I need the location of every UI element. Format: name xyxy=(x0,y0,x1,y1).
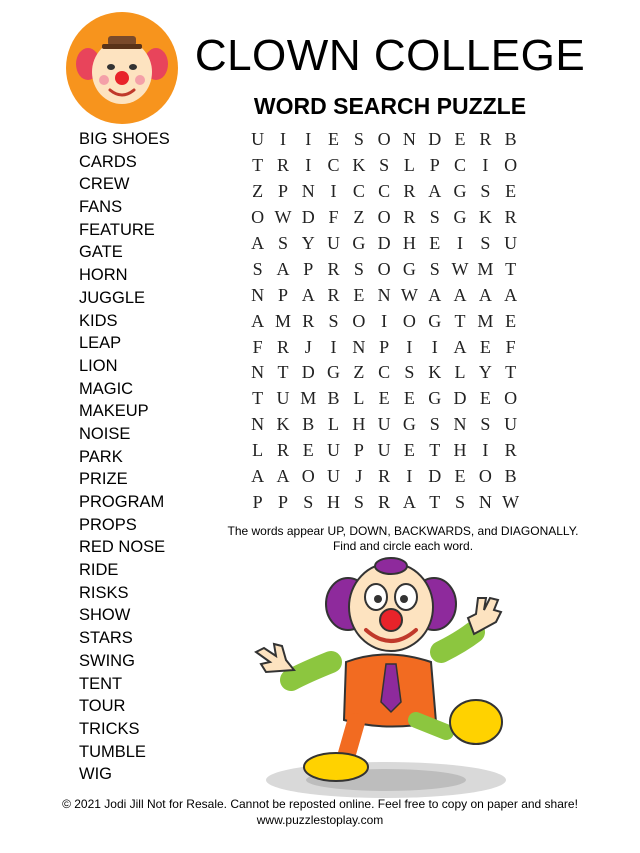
grid-cell[interactable]: R xyxy=(504,440,517,461)
word-list-item: TUMBLE xyxy=(79,742,146,761)
grid-cell[interactable]: N xyxy=(352,336,366,357)
grid-cell[interactable]: A xyxy=(478,284,492,305)
grid-cell[interactable]: C xyxy=(378,181,391,202)
grid-cell[interactable]: T xyxy=(429,440,441,461)
grid-cell[interactable]: R xyxy=(403,181,416,202)
grid-cell[interactable]: T xyxy=(277,362,289,383)
grid-cell[interactable]: K xyxy=(428,362,442,383)
grid-cell[interactable]: S xyxy=(429,207,440,228)
grid-cell[interactable]: J xyxy=(355,466,363,487)
grid-cell[interactable]: A xyxy=(402,491,416,512)
grid-cell[interactable]: I xyxy=(305,155,312,176)
website-url[interactable]: www.puzzlestoplay.com xyxy=(256,813,384,827)
grid-cell[interactable]: E xyxy=(378,388,390,409)
grid-cell[interactable]: T xyxy=(429,491,441,512)
grid-row xyxy=(245,489,523,515)
grid-row xyxy=(245,360,523,386)
grid-cell[interactable]: Y xyxy=(478,362,492,383)
grid-cell[interactable]: D xyxy=(301,207,315,228)
grid-cell[interactable]: G xyxy=(428,310,442,331)
grid-cell[interactable]: S xyxy=(404,362,415,383)
grid-cell[interactable]: O xyxy=(504,155,518,176)
grid-cell[interactable]: M xyxy=(274,310,291,331)
grid-cell[interactable]: H xyxy=(327,491,341,512)
grid-cell[interactable]: L xyxy=(454,362,466,383)
grid-cell[interactable]: O xyxy=(251,207,265,228)
grid-cell[interactable]: W xyxy=(502,491,520,512)
grid-cell[interactable]: O xyxy=(402,310,416,331)
grid-cell[interactable]: B xyxy=(504,129,517,150)
grid-cell[interactable]: W xyxy=(400,284,418,305)
grid-cell[interactable]: K xyxy=(352,155,366,176)
grid-cell[interactable]: E xyxy=(479,336,491,357)
grid-cell[interactable]: C xyxy=(352,181,365,202)
grid-cell[interactable]: Z xyxy=(252,181,264,202)
word-list-item: STARS xyxy=(79,629,133,648)
grid-cell[interactable]: R xyxy=(403,207,416,228)
grid-cell[interactable]: S xyxy=(353,258,364,279)
grid-cell[interactable]: E xyxy=(403,388,415,409)
grid-cell[interactable]: L xyxy=(252,440,264,461)
grid-cell[interactable]: S xyxy=(429,414,440,435)
grid-cell[interactable]: R xyxy=(504,207,517,228)
grid-row xyxy=(245,231,523,257)
word-list-item: PROPS xyxy=(79,515,137,534)
grid-cell[interactable]: S xyxy=(328,310,339,331)
grid-cell[interactable]: L xyxy=(403,155,415,176)
grid-cell[interactable]: G xyxy=(453,181,467,202)
word-list-item: CREW xyxy=(79,175,130,194)
grid-cell[interactable]: D xyxy=(428,129,442,150)
grid-cell[interactable]: P xyxy=(277,284,288,305)
grid-cell[interactable]: D xyxy=(377,233,391,253)
word-list-item: FANS xyxy=(79,198,123,217)
word-list-item: SHOW xyxy=(79,606,131,625)
grid-cell[interactable]: B xyxy=(327,388,340,409)
grid-cell[interactable]: G xyxy=(402,414,416,435)
grid-cell[interactable]: A xyxy=(428,284,442,305)
grid-cell[interactable]: O xyxy=(352,310,366,331)
grid-cell[interactable]: E xyxy=(479,388,491,409)
grid-cell[interactable]: S xyxy=(379,155,390,176)
grid-cell[interactable]: O xyxy=(377,258,391,279)
grid-cell[interactable]: O xyxy=(504,388,518,409)
grid-cell[interactable]: I xyxy=(482,155,489,176)
letter-grid xyxy=(245,127,523,515)
grid-cell[interactable]: P xyxy=(303,258,314,279)
grid-cell[interactable]: A xyxy=(276,466,290,487)
grid-cell[interactable]: T xyxy=(252,388,264,409)
grid-cell[interactable]: R xyxy=(276,440,289,461)
grid-cell[interactable]: U xyxy=(327,466,341,487)
grid-cell[interactable]: D xyxy=(301,362,315,383)
grid-row xyxy=(245,464,523,490)
dancing-clown-illustration xyxy=(236,552,536,802)
grid-cell[interactable]: K xyxy=(276,414,290,435)
grid-cell[interactable]: A xyxy=(301,284,315,305)
grid-cell[interactable]: O xyxy=(478,466,492,487)
word-list-item: MAGIC xyxy=(79,379,134,398)
word-list-item: TOUR xyxy=(79,697,126,716)
grid-cell[interactable]: S xyxy=(429,258,440,279)
grid-row xyxy=(245,205,523,231)
word-list-item: LEAP xyxy=(79,334,122,353)
grid-row xyxy=(245,334,523,360)
grid-row xyxy=(245,282,523,308)
grid-cell[interactable]: H xyxy=(402,233,416,253)
word-list-item: RISKS xyxy=(79,583,129,602)
grid-cell[interactable]: C xyxy=(327,155,340,176)
grid-cell[interactable]: N xyxy=(478,491,492,512)
grid-cell[interactable]: G xyxy=(327,362,341,383)
grid-cell[interactable]: R xyxy=(276,155,289,176)
grid-cell[interactable]: J xyxy=(304,336,312,357)
grid-cell[interactable]: W xyxy=(274,207,292,228)
word-list-item: KIDS xyxy=(79,311,118,330)
grid-cell[interactable]: A xyxy=(453,284,467,305)
grid-cell[interactable]: N xyxy=(251,284,265,305)
grid-cell[interactable]: G xyxy=(352,233,366,253)
word-list-item: HORN xyxy=(79,266,128,285)
grid-cell[interactable]: I xyxy=(330,336,337,357)
grid-cell[interactable]: O xyxy=(301,466,315,487)
grid-cell[interactable]: F xyxy=(252,336,263,357)
word-list-item: GATE xyxy=(79,243,123,262)
grid-cell[interactable]: U xyxy=(504,233,518,253)
grid-cell[interactable]: I xyxy=(457,233,464,253)
word-list-item: BIG SHOES xyxy=(79,130,170,148)
grid-cell[interactable]: T xyxy=(505,362,517,383)
grid-cell[interactable]: C xyxy=(378,362,391,383)
grid-cell[interactable]: E xyxy=(403,440,415,461)
grid-cell[interactable]: S xyxy=(353,491,364,512)
grid-row xyxy=(245,386,523,412)
grid-cell[interactable]: C xyxy=(454,155,467,176)
grid-cell[interactable]: M xyxy=(300,388,317,409)
grid-cell[interactable]: M xyxy=(477,310,494,331)
grid-cell[interactable]: R xyxy=(327,284,340,305)
grid-cell[interactable]: S xyxy=(277,233,288,253)
grid-cell[interactable]: H xyxy=(453,440,467,461)
grid-cell[interactable]: B xyxy=(302,414,315,435)
grid-cell[interactable]: A xyxy=(251,466,265,487)
word-list-item: NOISE xyxy=(79,424,131,443)
grid-cell[interactable]: E xyxy=(302,440,314,461)
grid-cell[interactable]: I xyxy=(431,336,438,357)
grid-cell[interactable]: P xyxy=(429,155,440,176)
grid-cell[interactable]: N xyxy=(251,362,265,383)
grid-row xyxy=(245,127,523,153)
grid-cell[interactable]: I xyxy=(482,440,489,461)
word-list-item: LION xyxy=(79,356,118,375)
grid-row xyxy=(245,153,523,179)
grid-cell[interactable]: I xyxy=(330,181,337,202)
grid-cell[interactable]: R xyxy=(327,258,340,279)
grid-row xyxy=(245,412,523,438)
grid-cell[interactable]: G xyxy=(402,258,416,279)
word-list-item: JUGGLE xyxy=(79,288,146,307)
grid-cell[interactable]: P xyxy=(277,491,288,512)
grid-cell[interactable]: M xyxy=(477,258,494,279)
grid-cell[interactable]: R xyxy=(479,129,492,150)
grid-cell[interactable]: L xyxy=(328,414,340,435)
grid-cell[interactable]: D xyxy=(428,466,442,487)
word-list-item: CARDS xyxy=(79,152,137,171)
grid-cell[interactable]: I xyxy=(406,336,413,357)
grid-cell[interactable]: U xyxy=(377,414,391,435)
grid-cell[interactable]: I xyxy=(406,466,413,487)
word-list-item: PRIZE xyxy=(79,470,128,489)
grid-cell[interactable]: E xyxy=(505,181,517,202)
grid-cell[interactable]: I xyxy=(279,129,286,150)
grid-cell[interactable]: N xyxy=(377,284,391,305)
grid-cell[interactable]: N xyxy=(402,129,416,150)
word-list-item: PROGRAM xyxy=(79,493,165,511)
instructions-line-2: Find and circle each word. xyxy=(332,539,474,553)
grid-cell[interactable]: R xyxy=(378,466,391,487)
grid-row xyxy=(245,256,523,282)
grid-cell[interactable]: P xyxy=(277,181,288,202)
grid-cell[interactable]: E xyxy=(328,129,340,150)
grid-cell[interactable]: N xyxy=(251,414,265,435)
grid-cell[interactable]: A xyxy=(504,284,518,305)
grid-cell[interactable]: A xyxy=(251,233,265,253)
word-list-item: RED NOSE xyxy=(79,538,166,557)
grid-cell[interactable]: T xyxy=(454,310,466,331)
grid-cell[interactable]: S xyxy=(480,181,491,202)
grid-cell[interactable]: G xyxy=(453,207,467,228)
grid-cell[interactable]: R xyxy=(302,310,315,331)
grid-cell[interactable]: P xyxy=(353,440,364,461)
word-list-item: WIG xyxy=(79,765,112,784)
word-list xyxy=(79,128,170,786)
grid-cell[interactable]: L xyxy=(353,388,365,409)
grid-cell[interactable]: E xyxy=(429,233,441,253)
grid-cell[interactable]: E xyxy=(505,310,517,331)
grid-cell[interactable]: F xyxy=(328,207,339,228)
word-list-item: FEATURE xyxy=(79,220,155,239)
grid-cell[interactable]: Z xyxy=(353,207,365,228)
instructions-line-1: The words appear UP, DOWN, BACKWARDS, and DIAGONALLY. xyxy=(227,524,579,538)
grid-cell[interactable]: I xyxy=(305,129,312,150)
grid-cell[interactable]: S xyxy=(455,491,466,512)
grid-cell[interactable]: W xyxy=(451,258,469,279)
clown-face-icon xyxy=(66,12,178,124)
grid-row xyxy=(245,438,523,464)
grid-cell[interactable]: S xyxy=(480,233,491,253)
grid-cell[interactable]: H xyxy=(352,414,366,435)
grid-cell[interactable]: Z xyxy=(353,362,365,383)
grid-cell[interactable]: U xyxy=(504,414,518,435)
grid-cell[interactable]: U xyxy=(377,440,391,461)
grid-row xyxy=(245,308,523,334)
grid-cell[interactable]: P xyxy=(379,336,390,357)
page-subtitle: WORD SEARCH PUZZLE xyxy=(253,93,527,119)
grid-cell[interactable]: S xyxy=(353,129,364,150)
word-list-item: MAKEUP xyxy=(79,402,149,421)
word-list-item: RIDE xyxy=(79,561,119,580)
grid-cell[interactable]: N xyxy=(301,181,315,202)
grid-cell[interactable]: U xyxy=(251,129,265,150)
grid-row xyxy=(245,179,523,205)
grid-cell[interactable]: E xyxy=(353,284,365,305)
grid-cell[interactable]: A xyxy=(428,181,442,202)
grid-cell[interactable]: E xyxy=(454,466,466,487)
grid-cell[interactable]: D xyxy=(453,388,467,409)
grid-cell[interactable]: U xyxy=(327,440,341,461)
copyright-notice: © 2021 Jodi Jill Not for Resale. Cannot be reposted online. Feel free to copy on paper and share! xyxy=(62,797,578,811)
grid-cell[interactable]: O xyxy=(377,129,391,150)
grid-cell[interactable]: K xyxy=(478,207,492,228)
grid-cell[interactable]: B xyxy=(504,466,517,487)
grid-cell[interactable]: Y xyxy=(301,233,315,253)
grid-cell[interactable]: T xyxy=(252,155,264,176)
grid-cell[interactable]: U xyxy=(276,388,290,409)
page-title: CLOWN COLLEGE xyxy=(194,31,586,80)
grid-cell[interactable]: R xyxy=(378,491,391,512)
grid-cell[interactable]: S xyxy=(480,414,491,435)
grid-cell[interactable]: E xyxy=(454,129,466,150)
word-list-item: PARK xyxy=(79,447,123,466)
word-list-item: TENT xyxy=(79,674,123,693)
grid-cell[interactable]: A xyxy=(276,258,290,279)
grid-cell[interactable]: A xyxy=(453,336,467,357)
instructions xyxy=(220,524,586,554)
grid-cell[interactable]: N xyxy=(453,414,467,435)
grid-cell[interactable]: U xyxy=(327,233,341,253)
word-list-item: SWING xyxy=(79,651,135,670)
grid-cell[interactable]: S xyxy=(252,258,263,279)
grid-cell[interactable]: A xyxy=(251,310,265,331)
grid-cell[interactable]: F xyxy=(505,336,516,357)
grid-cell[interactable]: I xyxy=(381,310,388,331)
grid-cell[interactable]: R xyxy=(276,336,289,357)
grid-cell[interactable]: O xyxy=(377,207,391,228)
grid-cell[interactable]: P xyxy=(252,491,263,512)
grid-cell[interactable]: T xyxy=(505,258,517,279)
word-list-item: TRICKS xyxy=(79,719,140,738)
grid-cell[interactable]: G xyxy=(428,388,442,409)
grid-cell[interactable]: S xyxy=(303,491,314,512)
